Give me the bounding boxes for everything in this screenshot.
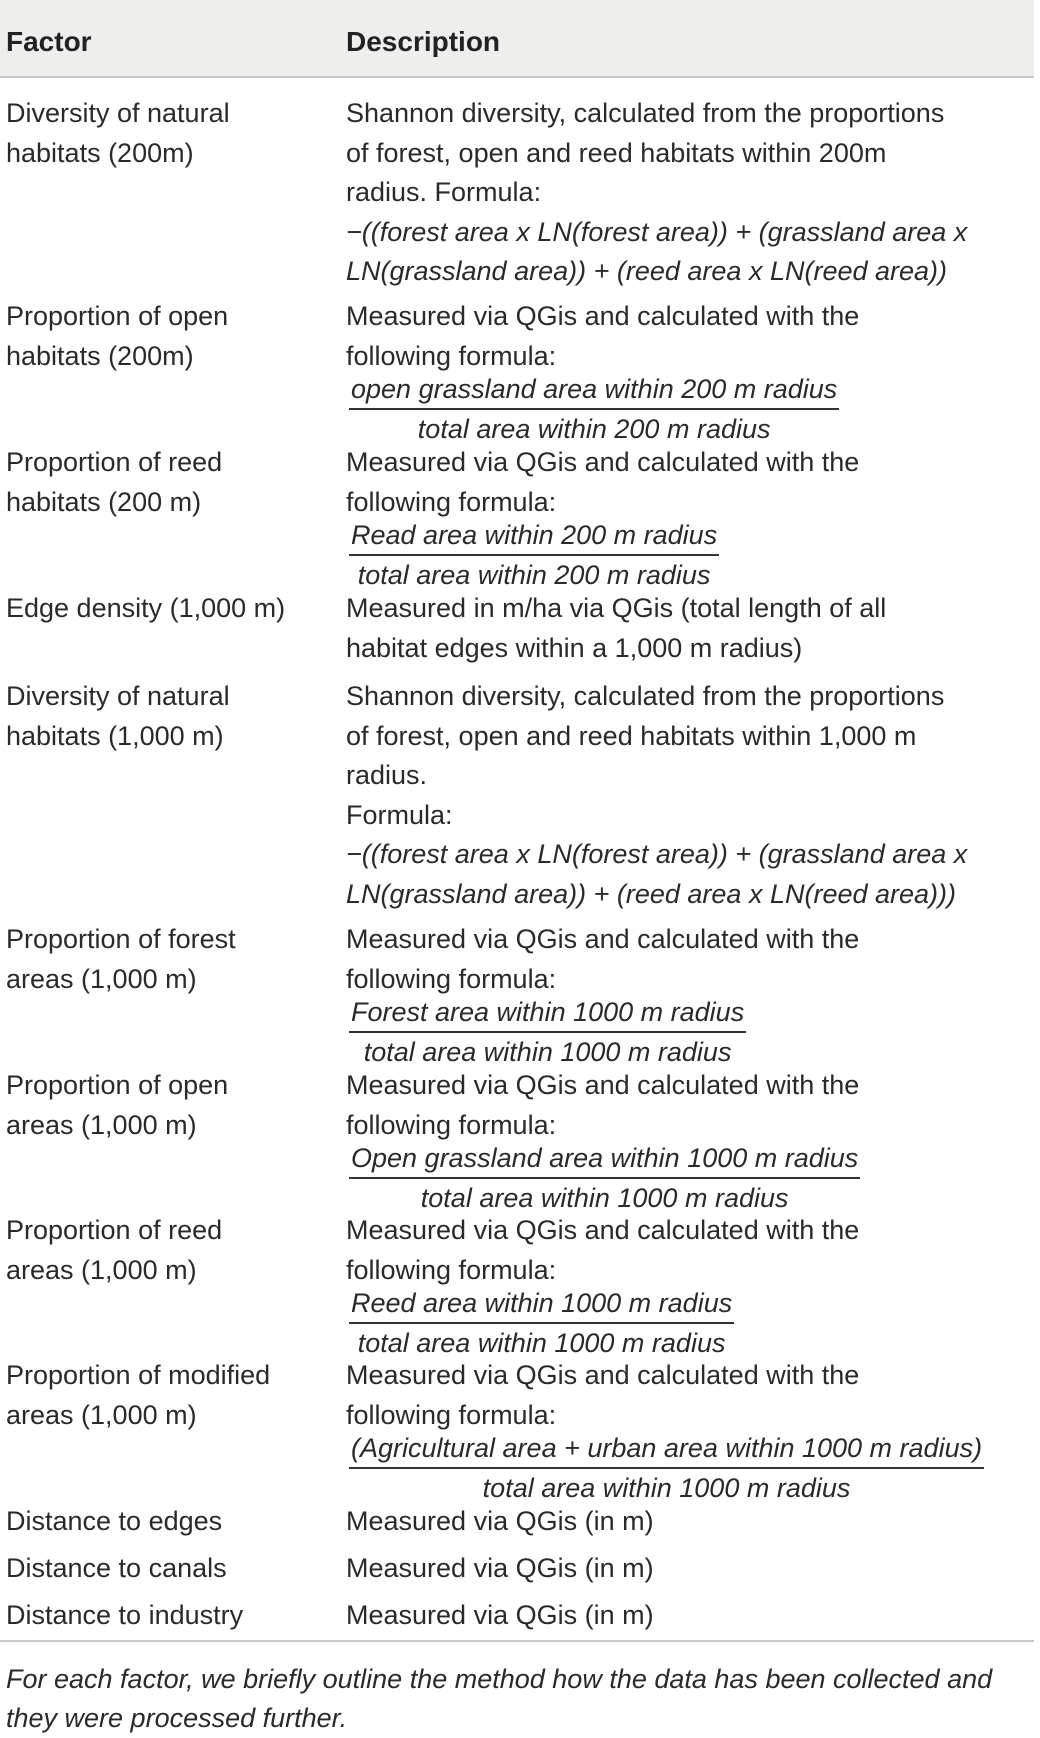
table-row-description	[346, 920, 859, 999]
fraction-numerator: Read area within 200 m radius	[349, 516, 719, 556]
description-line: following formula:	[346, 963, 557, 994]
factor-line: Proportion of reed	[6, 1215, 223, 1245]
column-header-factor: Factor	[6, 26, 92, 57]
description-line: following formula:	[346, 340, 557, 371]
factor-line: Distance to industry	[6, 1600, 244, 1630]
factor-line: Proportion of reed	[6, 447, 223, 477]
description-line: Measured via QGis and calculated with the	[346, 1360, 860, 1390]
description-line: Measured via QGis and calculated with the	[346, 924, 860, 954]
formula-line: LN(grassland area)) + (reed area x LN(reed area)))	[346, 878, 957, 909]
factor-line: Proportion of modified	[6, 1360, 271, 1390]
factor-line: areas (1,000 m)	[6, 1399, 197, 1430]
factor-line: Edge density (1,000 m)	[6, 593, 286, 623]
description-line: Measured via QGis (in m)	[346, 1506, 654, 1536]
table-row-description	[346, 677, 967, 914]
description-line: Measured via QGis and calculated with the	[346, 1070, 860, 1100]
footnote-line: they were processed further.	[6, 1703, 348, 1733]
fraction-numerator: open grassland area within 200 m radius	[349, 370, 839, 410]
description-line: radius.	[346, 760, 428, 790]
factor-line: areas (1,000 m)	[6, 963, 197, 994]
factor-line: Proportion of open	[6, 1070, 229, 1100]
formula-line: −((forest area x LN(forest area)) + (grassland area x	[346, 216, 968, 247]
fraction-numerator: Reed area within 1000 m radius	[349, 1284, 734, 1324]
table-row-description	[346, 443, 859, 522]
fraction-denominator: total area within 1000 m radius	[363, 1037, 732, 1067]
description-line: Measured via QGis and calculated with the	[346, 301, 860, 331]
table-row-factor	[6, 589, 285, 629]
column-header-description: Description	[346, 26, 501, 57]
factor-line: habitats (200 m)	[6, 486, 202, 517]
fraction-denominator: total area within 1000 m radius	[420, 1183, 789, 1213]
factor-line: habitats (200m)	[6, 340, 194, 371]
description-line: habitat edges within a 1,000 m radius)	[346, 632, 803, 663]
fraction-denominator: total area within 1000 m radius	[482, 1473, 851, 1503]
table-row-factor	[6, 920, 236, 999]
description-line: Measured via QGis and calculated with the	[346, 447, 860, 477]
header-divider	[0, 76, 1034, 78]
description-line: following formula:	[346, 1399, 557, 1430]
table-row-factor	[6, 1596, 243, 1636]
factor-line: habitats (1,000 m)	[6, 720, 224, 751]
fraction-formula	[349, 1429, 984, 1507]
factor-line: areas (1,000 m)	[6, 1254, 197, 1285]
table-row-description	[346, 1549, 654, 1589]
factor-line: Distance to canals	[6, 1553, 227, 1583]
fraction-denominator: total area within 1000 m radius	[357, 1328, 726, 1358]
description-line: of forest, open and reed habitats within 1,000 m	[346, 720, 917, 751]
table-row-factor	[6, 94, 230, 173]
factor-line: Proportion of forest	[6, 924, 236, 954]
factor-line: habitats (200m)	[6, 137, 194, 168]
table-row-factor	[6, 1356, 270, 1435]
fraction-denominator: total area within 200 m radius	[417, 414, 771, 444]
description-line: Measured via QGis and calculated with the	[346, 1215, 860, 1245]
fraction-formula	[349, 516, 719, 594]
formula-line: −((forest area x LN(forest area)) + (grassland area x	[346, 839, 968, 869]
table-row-description	[346, 297, 859, 376]
table-row-factor	[6, 297, 228, 376]
fraction-numerator: Forest area within 1000 m radius	[349, 993, 746, 1033]
fraction-numerator: (Agricultural area + urban area within 1000 m radius)	[349, 1429, 984, 1469]
factor-line: Distance to edges	[6, 1506, 223, 1536]
description-line: following formula:	[346, 1109, 557, 1140]
factor-line: Diversity of natural	[6, 98, 230, 128]
factor-line: areas (1,000 m)	[6, 1109, 197, 1140]
description-line: Shannon diversity, calculated from the proportions	[346, 98, 945, 128]
description-line: Measured in m/ha via QGis (total length of all	[346, 593, 887, 623]
table-row-factor	[6, 1211, 222, 1290]
fraction-formula	[349, 993, 746, 1071]
table-row-description	[346, 1502, 654, 1542]
factor-line: Proportion of open	[6, 301, 229, 331]
fraction-formula	[349, 1284, 734, 1362]
table-row-description	[346, 94, 967, 292]
fraction-formula	[349, 1139, 860, 1217]
description-line: Measured via QGis (in m)	[346, 1600, 654, 1630]
footer-divider	[0, 1640, 1034, 1642]
description-line: of forest, open and reed habitats within 200m	[346, 137, 887, 168]
table-row-description	[346, 1211, 859, 1290]
table-row-description	[346, 589, 886, 668]
table-row-factor	[6, 677, 230, 756]
table-header-background	[0, 0, 1034, 76]
fraction-formula	[349, 370, 839, 448]
description-line: radius. Formula:	[346, 177, 542, 207]
table-row-factor	[6, 1502, 222, 1542]
table-row-factor	[6, 1549, 227, 1589]
description-line: following formula:	[346, 486, 557, 517]
fraction-numerator: Open grassland area within 1000 m radius	[349, 1139, 860, 1179]
table-row-description	[346, 1066, 859, 1145]
table-row-description	[346, 1356, 859, 1435]
description-line: Measured via QGis (in m)	[346, 1553, 654, 1583]
description-line: Shannon diversity, calculated from the proportions	[346, 681, 945, 711]
fraction-denominator: total area within 200 m radius	[357, 560, 711, 590]
table-row-factor	[6, 1066, 228, 1145]
footnote-line: For each factor, we briefly outline the method how the data has been collected and	[6, 1664, 993, 1694]
description-line: following formula:	[346, 1254, 557, 1285]
table-footnote	[6, 1660, 1030, 1738]
description-line: Formula:	[346, 799, 453, 830]
table-row-description	[346, 1596, 654, 1636]
table-row-factor	[6, 443, 222, 522]
factor-line: Diversity of natural	[6, 681, 230, 711]
formula-line: LN(grassland area)) + (reed area x LN(reed area))	[346, 256, 948, 286]
